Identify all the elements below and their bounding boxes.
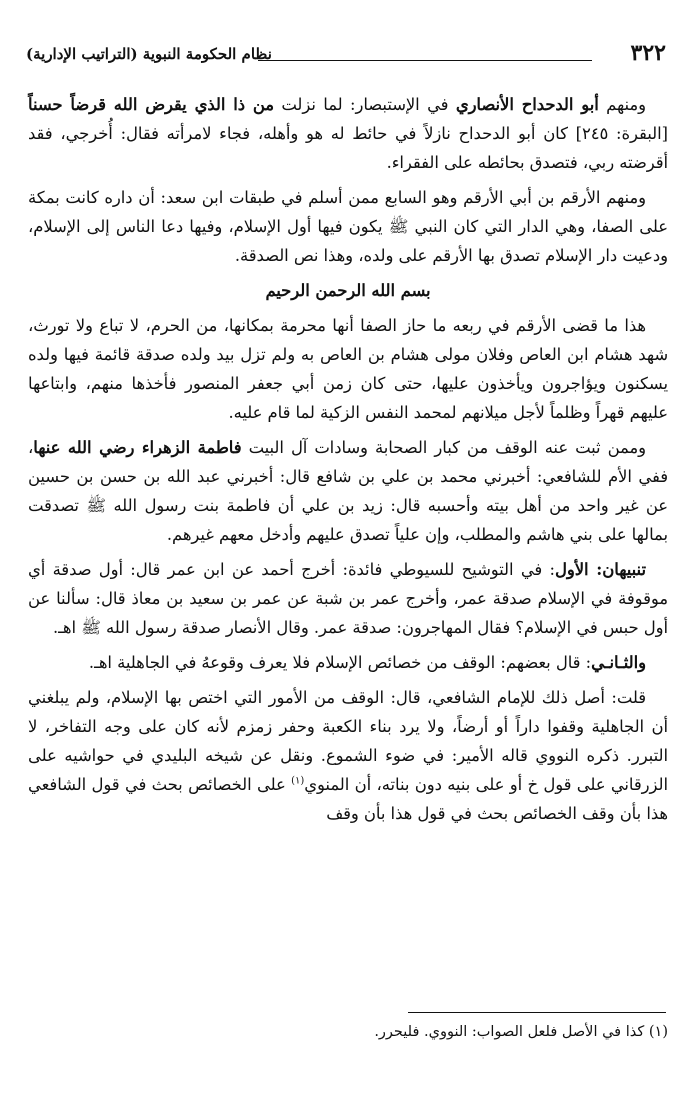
text-span: : في التوشيح للسيوطي فائدة: أخرج أحمد عن ابن عمر قال: أول صدقة أي موقوفة في الإسلام صدقة عمر، وأخرج عمر بن شبة عن عمر بن سعيد بن معاذ قال: سألنا عن أول حبس في الإسلام؟ فقال المهاجرون: صدقة عمر. وقال الأنصار صدقة رسول الله ﷺ اهـ. xyxy=(28,560,668,637)
footnote-marker: (١) xyxy=(291,775,305,787)
paragraph-waqf-deed: هذا ما قضى الأرقم في ربعه ما حاز الصفا أنها محرمة بمكانها، من الحرم، لا تباع ولا تورث، شهد هشام ابن العاص وفلان مولى هشام بن العاص به ولم تزل بيد ولده صدقة قائمة فيها ولده يسكنون ويؤاجرون ويأخذون عليها، حتى كان زمن أبي جعفر المنصور فأخذها منهم، وابتاعها عليهم قهراً وظلماً لأجل ميلانهم لمحمد النفس الزكية لما قام عليه. xyxy=(28,316,668,422)
text-span: قلت: أصل ذلك للإمام الشافعي، قال: الوقف من الأمور التي اختص بها الإسلام، ولم يبلغني أن الجاهلية وقفوا داراً أو أرضاً، ولا يرد بناء الكعبة وحفر زمزم لأنه كان على وجه التفاخر، لا التبرر. ذكره النووي قاله الأمير: في ضوء الشموع. ونقل عن شيخه البليدي في حواشيه على الزرقاني على قول خ أو على بنيه دون بناته، أن المنوي xyxy=(28,688,668,794)
text-span: [البقرة: ٢٤٥] كان أبو الدحداح نازلاً في حائط له هو وأهله، فجاء لامرأته فقال: أُخرجي، فقد أقرضته ربي، فتصدق بحائطه على الفقراء. xyxy=(28,124,668,172)
paragraph-arqam: ومنهم الأرقم بن أبي الأرقم وهو السابع ممن أسلم في طبقات ابن سعد: أن داره كانت بمكة على الصفا، وهي الدار التي كان النبي ﷺ يكون فيها أول الإسلام، وفيها دعا الناس إلى الإسلام، ودعيت دار الإسلام تصدق بها الأرقم على ولده، وهذا نص الصدقة. xyxy=(28,188,668,265)
paragraph-note-first xyxy=(28,555,668,642)
text-span: ومنهم xyxy=(598,95,646,114)
bold-name: فاطمة الزهراء رضي الله عنها xyxy=(33,438,242,457)
text-span: على الخصائص بحث في قول الشافعي هذا بأن وقف الخصائص بحث في قول هذا بأن وقف xyxy=(28,775,668,823)
text-span: ، ففي الأم للشافعي: أخبرني محمد بن علي بن شافع قال: أخبرني عبد الله بن حسن بن حسين عن غير واحد من أهل بيته وأحسبه قال: زيد بن علي أن فاطمة بنت رسول الله ﷺ تصدقت بمالها على بني هاشم والمطلب، وإن علياً تصدق عليهم وأدخل معهم غيرهم. xyxy=(28,438,668,544)
running-title: نظام الحكومة النبوية (التراتيب الإدارية) xyxy=(26,45,272,63)
basmala-heading: بسم الله الرحمن الرحيم xyxy=(265,281,431,300)
footnote: (١) كذا في الأصل فلعل الصواب: النووي. فليحرر. xyxy=(374,1024,668,1040)
bold-heading: تنبيهان: الأول xyxy=(555,560,647,579)
text-span: في الإستبصار: لما نزلت xyxy=(274,95,456,114)
page-number: ٣٢٢ xyxy=(630,40,666,66)
text-span: وممن ثبت عنه الوقف من كبار الصحابة وسادات آل البيت xyxy=(241,438,647,457)
text-span: : قال بعضهم: الوقف من خصائص الإسلام فلا يعرف وقوعهُ في الجاهلية اهـ. xyxy=(88,653,592,672)
paragraph-fatima xyxy=(28,433,668,549)
bold-name: أبو الدحداح الأنصاري xyxy=(455,95,599,114)
header-rule xyxy=(258,60,592,61)
bold-heading: والثـانـي xyxy=(591,653,646,672)
paragraph-qultu xyxy=(28,683,668,828)
page-body xyxy=(28,90,668,834)
paragraph-abu-dahdah xyxy=(28,90,668,177)
page-header xyxy=(26,38,666,70)
paragraph-note-second xyxy=(28,648,668,677)
footnote-rule xyxy=(408,1012,666,1013)
quran-quote: من ذا الذي يقرض الله قرضاً حسناً xyxy=(28,95,275,114)
